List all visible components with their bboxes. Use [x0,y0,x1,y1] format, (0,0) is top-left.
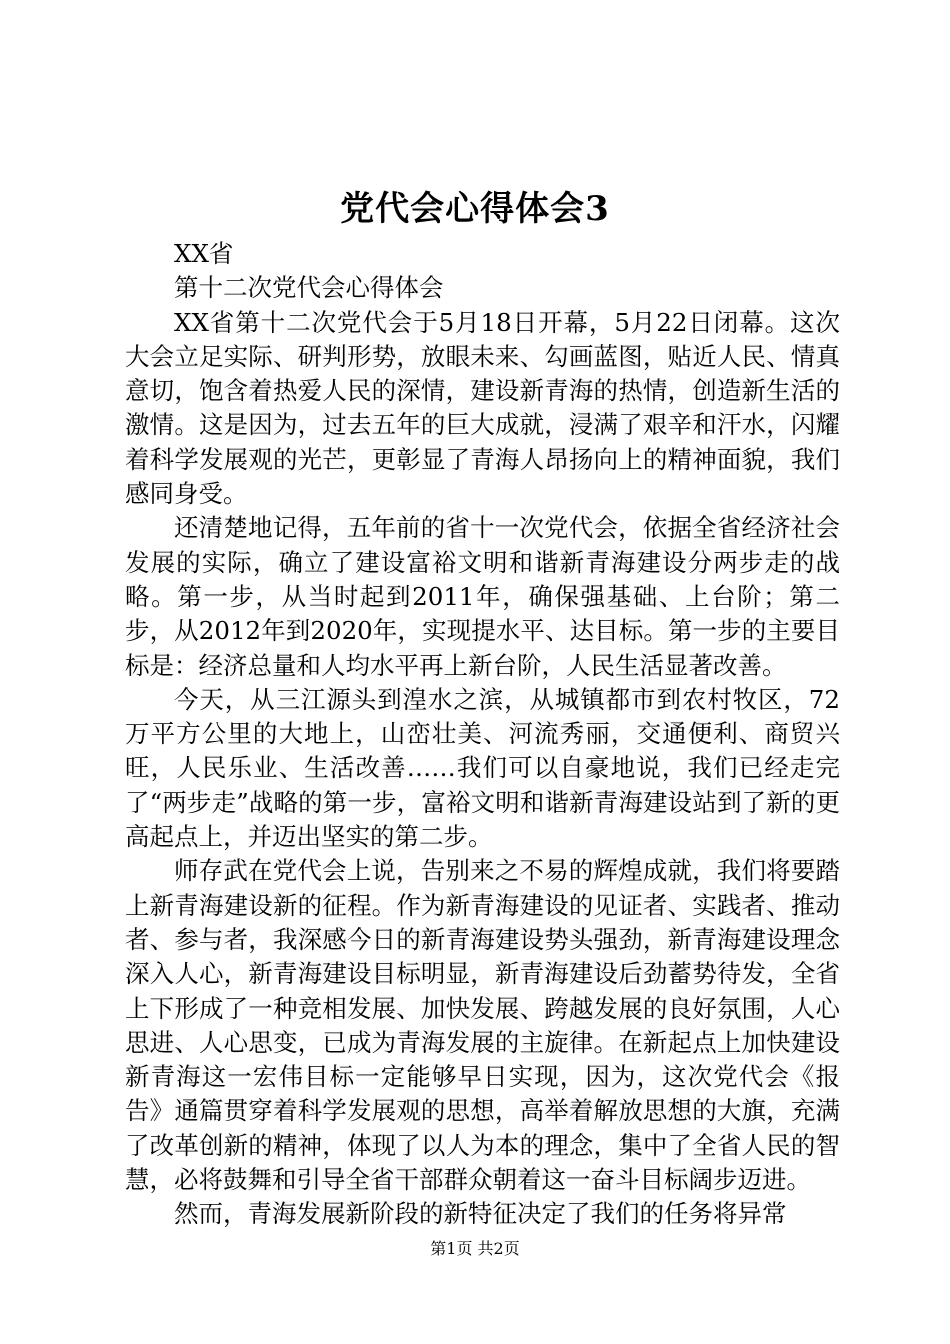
document-body [125,237,840,1232]
paragraph-strategy: 还清楚地记得，五年前的省十一次党代会，依据全省经济社会发展的实际，确立了建设富裕文明和谐新青海建设分两步走的战略。第一步，从当时起到2011年，确保强基础、上台阶；第二步，从2012年到2020年，实现提水平、达目标。第一步的主要目标是：经济总量和人均水平再上新台阶，人民生活显著改善。 [125,513,840,680]
document-title: 党代会心得体会3 [340,189,610,229]
paragraph-today: 今天，从三江源头到湟水之滨，从城镇都市到农村牧区，72万平方公里的大地上，山峦壮美、河流秀丽，交通便利、商贸兴旺，人民乐业、生活改善……我们可以自豪地说，我们已经走完了“两步走”战略的第一步，富裕文明和谐新青海建设站到了新的更高起点上，并迈出坚实的第二步。 [125,684,840,852]
page-footer: 第1页 共2页 [430,1239,520,1258]
paragraph-however: 然而，青海发展新阶段的新特征决定了我们的任务将异常 [174,1199,787,1229]
paragraph-speech: 师存武在党代会上说，告别来之不易的辉煌成就，我们将要踏上新青海建设新的征程。作为新青海建设的见证者、实践者、推动者、参与者，我深感今日的新青海建设势头强劲，新青海建设理念深入人心，新青海建设目标明显，新青海建设后劲蓄势待发，全省上下形成了一种竞相发展、加快发展、跨越发展的良好氛围，人心思进、人心思变，已成为青海发展的主旋律。在新起点上加快建设新青海这一宏伟目标一定能够早日实现，因为，这次党代会《报告》通篇贯穿着科学发展观的思想，高举着解放思想的大旗，充满了改革创新的精神，体现了以人为本的理念，集中了全省人民的智慧，必将鼓舞和引导全省干部群众朝着这一奋斗目标阔步迈进。 [125,856,840,1195]
paragraph-intro: XX省第十二次党代会于5月18日开幕，5月22日闭幕。这次大会立足实际、研判形势，放眼未来、勾画蓝图，贴近人民、情真意切，饱含着热爱人民的深情，建设新青海的热情，创造新生活的激情。这是因为，过去五年的巨大成就，浸满了艰辛和汗水，闪耀着科学发展观的光芒，更彰显了青海人昂扬向上的精神面貌，我们感同身受。 [125,307,840,509]
paragraph-subtitle: 第十二次党代会心得体会 [174,273,444,303]
paragraph-province: XX省 [174,239,234,268]
